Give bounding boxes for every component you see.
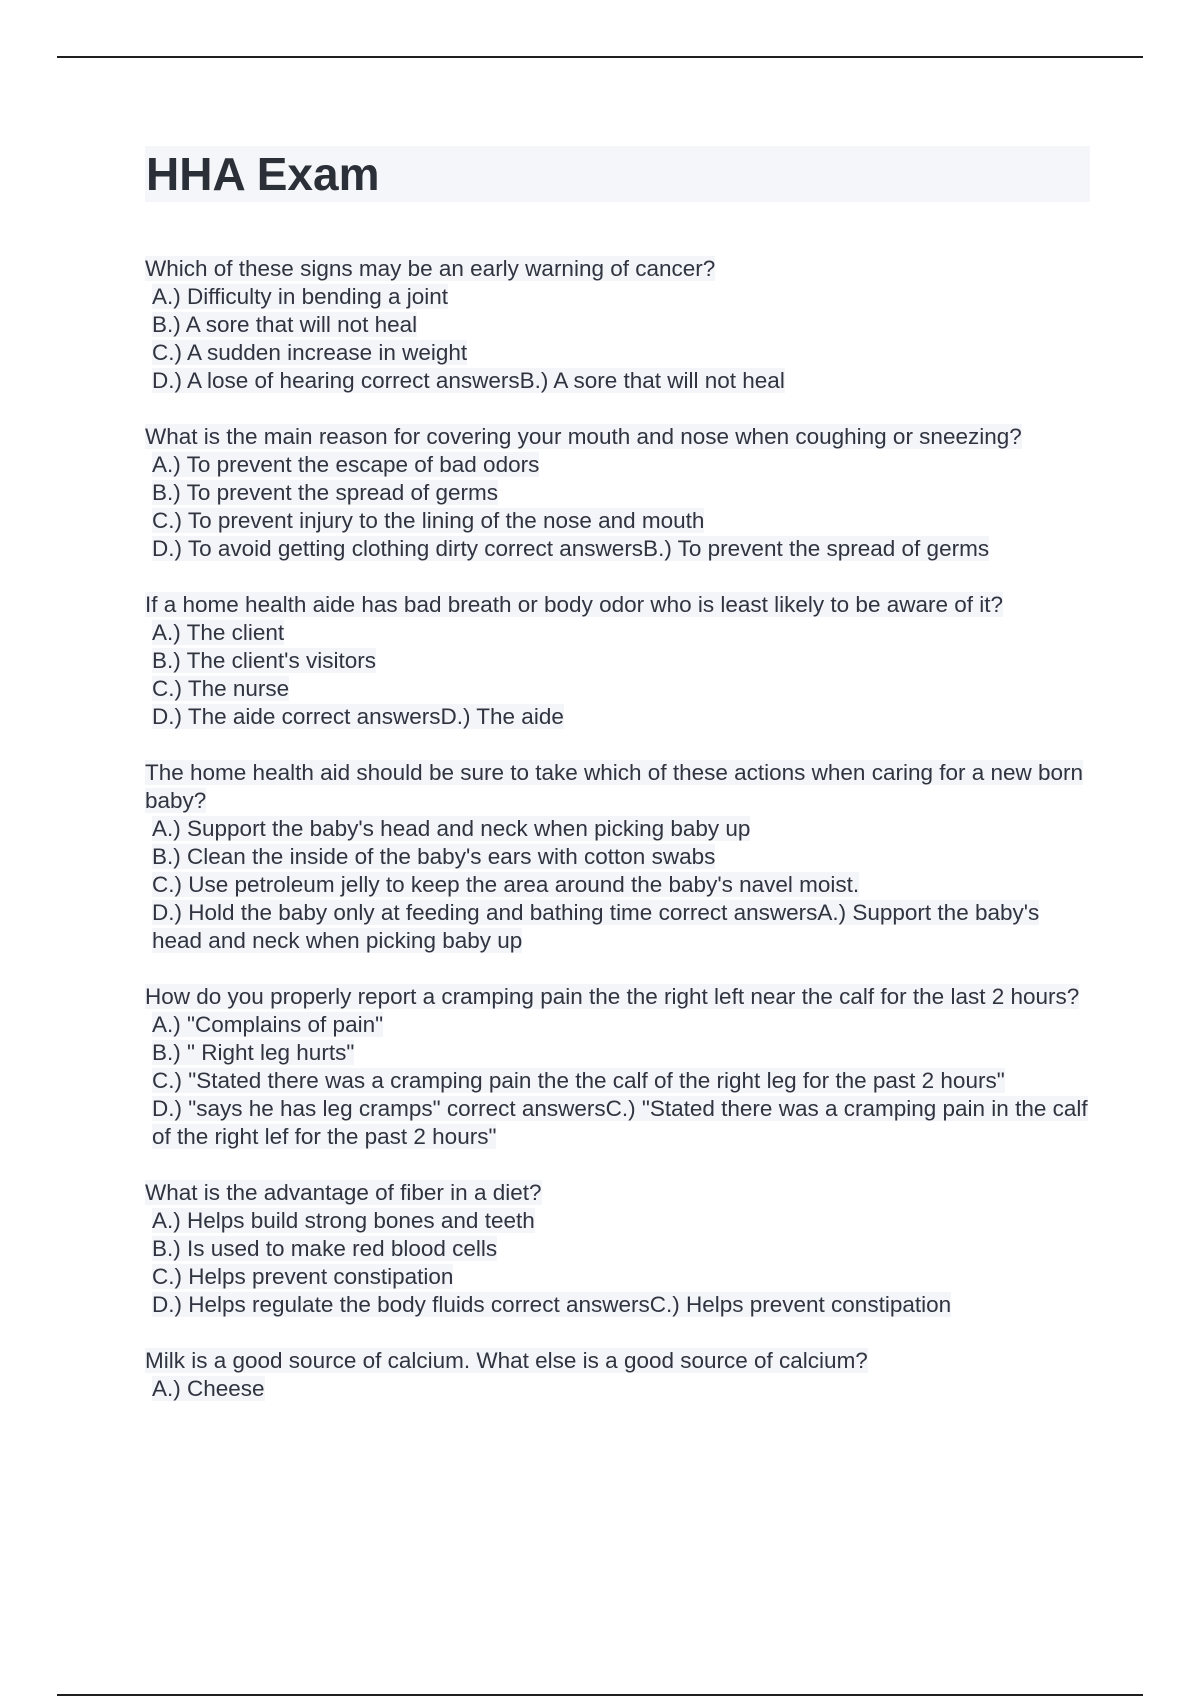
answer-option-d: D.) "says he has leg cramps" correct answersC.) "Stated there was a cramping pain in the calf of the right lef for the past 2 hours": [152, 1096, 1088, 1149]
question-block-7: [145, 1347, 1095, 1403]
answer-option-c: C.) To prevent injury to the lining of the nose and mouth: [152, 508, 705, 533]
answer-option-d: D.) The aide correct answersD.) The aide: [152, 704, 564, 729]
question-text: How do you properly report a cramping pain the the right left near the calf for the last 2 hours?: [145, 984, 1080, 1009]
page-title: HHA Exam: [146, 148, 380, 200]
answer-option-d: D.) Helps regulate the body fluids correct answersC.) Helps prevent constipation: [152, 1292, 952, 1317]
question-block-1: [145, 255, 1095, 395]
question-block-4: [145, 759, 1095, 955]
question-text: The home health aid should be sure to take which of these actions when caring for a new born baby?: [145, 760, 1084, 813]
answer-option-c: C.) The nurse: [152, 676, 290, 701]
question-text: Milk is a good source of calcium. What else is a good source of calcium?: [145, 1348, 868, 1373]
question-text: If a home health aide has bad breath or body odor who is least likely to be aware of it?: [145, 592, 1004, 617]
answer-option-c: C.) Helps prevent constipation: [152, 1264, 454, 1289]
answer-option-a: A.) Difficulty in bending a joint: [152, 284, 448, 309]
answer-option-b: B.) To prevent the spread of germs: [152, 480, 499, 505]
question-text: What is the advantage of fiber in a diet?: [145, 1180, 542, 1205]
question-text: What is the main reason for covering your mouth and nose when coughing or sneezing?: [145, 424, 1022, 449]
answer-option-a: A.) Cheese: [152, 1376, 265, 1401]
document-body: [145, 255, 1095, 1431]
answer-option-b: B.) Clean the inside of the baby's ears with cotton swabs: [152, 844, 716, 869]
answer-option-b: B.) A sore that will not heal: [152, 312, 418, 337]
bottom-rule: [57, 1694, 1143, 1696]
question-block-3: [145, 591, 1095, 731]
answer-option-c: C.) A sudden increase in weight: [152, 340, 468, 365]
answer-option-c: C.) "Stated there was a cramping pain the the calf of the right leg for the past 2 hours": [152, 1068, 1005, 1093]
question-block-5: [145, 983, 1095, 1151]
answer-option-b: B.) Is used to make red blood cells: [152, 1236, 498, 1261]
answer-option-b: B.) The client's visitors: [152, 648, 376, 673]
answer-option-a: A.) Support the baby's head and neck when picking baby up: [152, 816, 751, 841]
answer-option-a: A.) The client: [152, 620, 285, 645]
answer-option-d: D.) A lose of hearing correct answersB.) A sore that will not heal: [152, 368, 785, 393]
top-rule: [57, 56, 1143, 58]
answer-option-a: A.) "Complains of pain": [152, 1012, 384, 1037]
answer-option-d: D.) Hold the baby only at feeding and bathing time correct answersA.) Support the baby's head and neck when picking baby up: [152, 900, 1040, 953]
answer-option-c: C.) Use petroleum jelly to keep the area around the baby's navel moist.: [152, 872, 860, 897]
answer-option-a: A.) To prevent the escape of bad odors: [152, 452, 540, 477]
answer-option-a: A.) Helps build strong bones and teeth: [152, 1208, 535, 1233]
question-block-6: [145, 1179, 1095, 1319]
answer-option-d: D.) To avoid getting clothing dirty correct answersB.) To prevent the spread of germs: [152, 536, 990, 561]
answer-option-b: B.) " Right leg hurts": [152, 1040, 355, 1065]
question-text: Which of these signs may be an early warning of cancer?: [145, 256, 716, 281]
question-block-2: [145, 423, 1095, 563]
